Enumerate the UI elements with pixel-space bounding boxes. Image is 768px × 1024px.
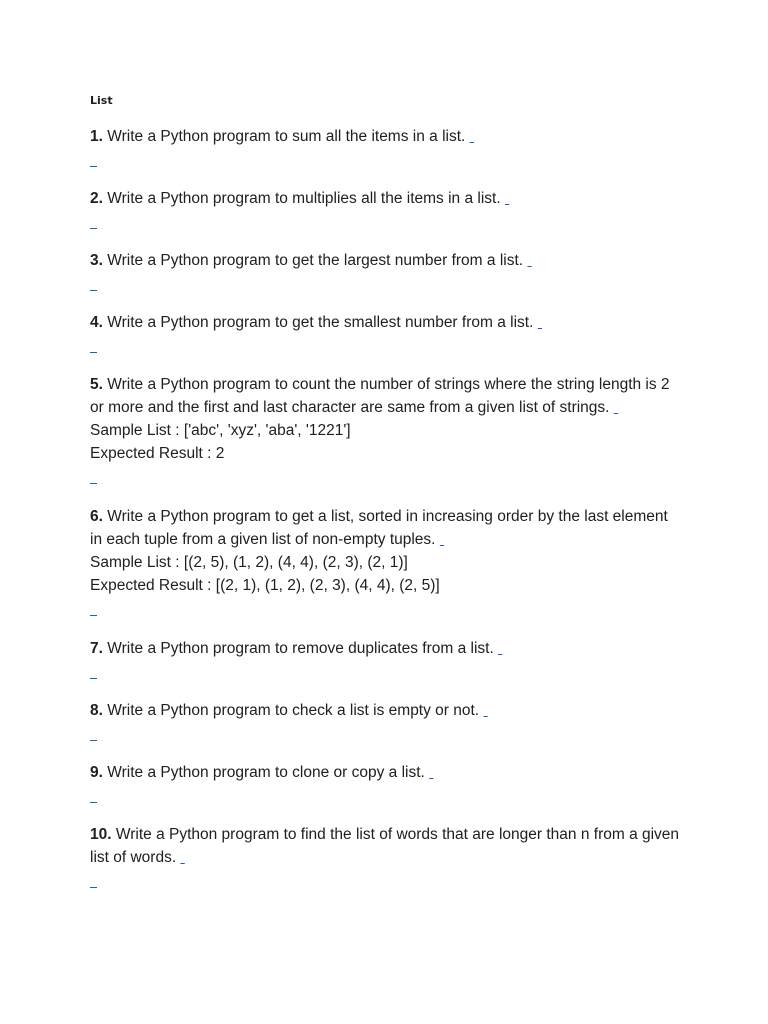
solution-link-1[interactable]: [90, 166, 97, 167]
sample-list: Sample List : [(2, 5), (1, 2), (4, 4), (2, 3), (2, 1)]: [90, 554, 408, 571]
page-heading: List: [90, 94, 113, 107]
exercise-link[interactable]: [614, 399, 618, 416]
exercise-link[interactable]: [429, 764, 433, 781]
exercise-text: Write a Python program to multiplies all the items in a list.: [107, 190, 501, 207]
exercise-text: Write a Python program to remove duplicates from a list.: [107, 640, 494, 657]
exercise-number: 3.: [90, 252, 103, 269]
expected-result: Expected Result : [(2, 1), (1, 2), (2, 3), (4, 4), (2, 5)]: [90, 577, 440, 594]
exercise-number: 2.: [90, 190, 103, 207]
exercise-item-10: [90, 823, 680, 869]
exercise-link[interactable]: [538, 314, 542, 331]
exercise-item-6: [90, 505, 680, 597]
exercise-item-8: [90, 699, 680, 722]
exercise-link[interactable]: [527, 252, 531, 269]
solution-link-6[interactable]: [90, 615, 97, 616]
exercise-number: 10.: [90, 826, 112, 843]
exercise-number: 9.: [90, 764, 103, 781]
exercise-link[interactable]: [470, 128, 474, 145]
exercise-number: 5.: [90, 376, 103, 393]
exercise-link[interactable]: [180, 849, 184, 866]
solution-link-8[interactable]: [90, 740, 97, 741]
exercise-item-9: [90, 761, 680, 784]
exercise-text: Write a Python program to check a list is empty or not.: [107, 702, 480, 719]
exercise-item-5: [90, 373, 680, 465]
exercise-link[interactable]: [483, 702, 487, 719]
exercise-link[interactable]: [440, 531, 444, 548]
exercise-text: Write a Python program to clone or copy a list.: [107, 764, 425, 781]
solution-link-5[interactable]: [90, 483, 97, 484]
solution-link-9[interactable]: [90, 802, 97, 803]
exercise-link[interactable]: [505, 190, 509, 207]
exercise-number: 8.: [90, 702, 103, 719]
exercise-number: 4.: [90, 314, 103, 331]
solution-link-10[interactable]: [90, 887, 97, 888]
sample-list: Sample List : ['abc', 'xyz', 'aba', '1221']: [90, 422, 351, 439]
exercise-number: 7.: [90, 640, 103, 657]
exercise-item-2: [90, 187, 680, 210]
exercise-number: 6.: [90, 508, 103, 525]
exercise-item-3: [90, 249, 680, 272]
exercise-text: Write a Python program to get the largest number from a list.: [107, 252, 524, 269]
exercise-text: Write a Python program to sum all the items in a list.: [107, 128, 466, 145]
exercise-text: Write a Python program to get the smallest number from a list.: [107, 314, 534, 331]
solution-link-4[interactable]: [90, 352, 97, 353]
solution-link-7[interactable]: [90, 678, 97, 679]
exercise-number: 1.: [90, 128, 103, 145]
exercise-link[interactable]: [498, 640, 502, 657]
solution-link-2[interactable]: [90, 228, 97, 229]
exercise-text: Write a Python program to count the number of strings where the string length is 2 or more and the first and last character are same from a given list of strings.: [90, 376, 670, 416]
exercise-text: Write a Python program to get a list, sorted in increasing order by the last element in each tuple from a given list of non-empty tuples.: [90, 508, 668, 548]
exercise-text: Write a Python program to find the list of words that are longer than n from a given list of words.: [90, 826, 680, 866]
exercise-item-4: [90, 311, 680, 334]
exercise-item-7: [90, 637, 680, 660]
solution-link-3[interactable]: [90, 290, 97, 291]
expected-result: Expected Result : 2: [90, 445, 225, 462]
exercise-item-1: [90, 125, 680, 148]
